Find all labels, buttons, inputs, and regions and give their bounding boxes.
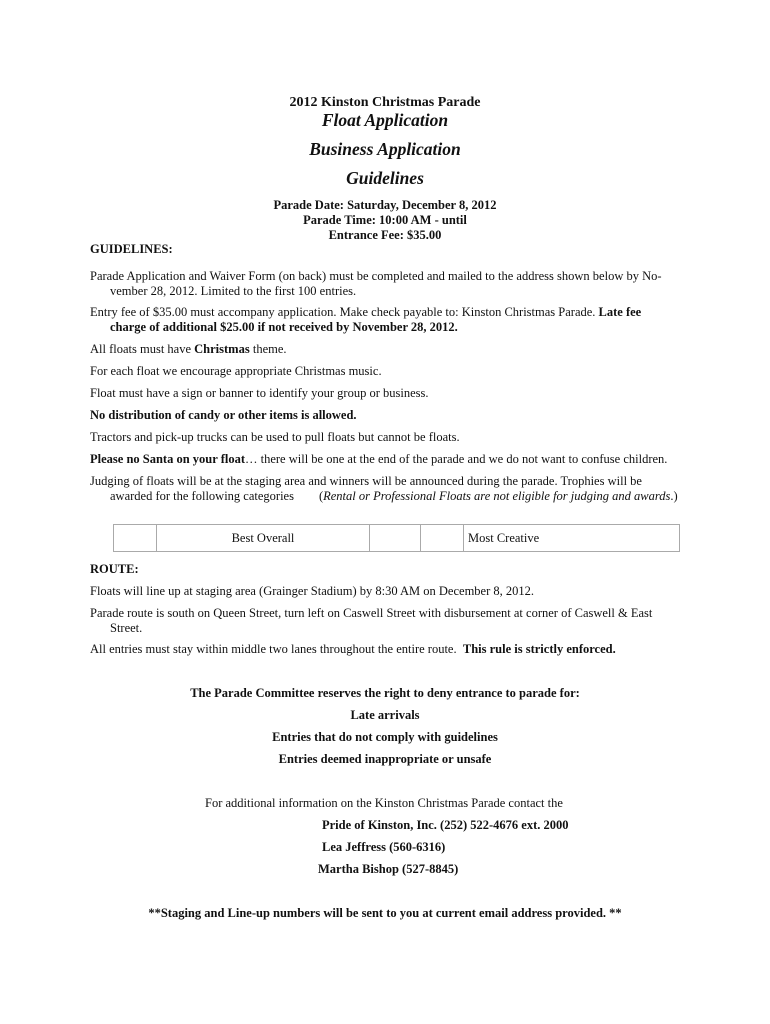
- no-santa-text: … there will be one at the end of the parade and we do not want to confuse children.: [245, 452, 668, 466]
- route-path: Parade route is south on Queen Street, turn left on Caswell Street with disbursement at corner of Caswell & East Street.: [90, 606, 653, 635]
- contact-lea-jeffress: Lea Jeffress (560-6316): [322, 840, 446, 854]
- route-strict-text: This rule is strictly enforced.: [462, 642, 616, 656]
- guideline-judging: [90, 474, 680, 504]
- entry-fee-text: Entry fee of $35.00 must accompany application. Make check payable to: Kinston Christmas Parade.: [90, 305, 599, 319]
- route-lanes-text: All entries must stay within middle two lanes throughout the entire route.: [90, 642, 463, 656]
- guideline-entry-fee: [90, 305, 680, 335]
- theme-text-a: All floats must have: [90, 342, 195, 356]
- route-heading: ROUTE:: [90, 562, 139, 576]
- no-santa-bold: Please no Santa on your float: [90, 452, 245, 466]
- category-best-overall: Best Overall: [157, 525, 370, 552]
- guideline-application-deadline: Parade Application and Waiver Form (on back) must be completed and mailed to the address shown below by No-vember 28, 2012. Limited to the first 100 entries.: [90, 269, 662, 298]
- guideline-tractors: Tractors and pick-up trucks can be used to pull floats but cannot be floats.: [90, 430, 460, 444]
- parade-date: Parade Date: Saturday, December 8, 2012: [273, 198, 497, 212]
- route-lanes: [90, 642, 680, 657]
- guideline-no-santa: [90, 452, 680, 467]
- deny-reason-unsafe: Entries deemed inappropriate or unsafe: [278, 752, 492, 766]
- deny-reason-noncompliant: Entries that do not comply with guidelines: [272, 730, 498, 744]
- guidelines-heading: GUIDELINES:: [90, 242, 173, 256]
- document-title: 2012 Kinston Christmas Parade: [289, 95, 481, 110]
- subtitle-business-application: Business Application: [309, 139, 461, 159]
- guideline-sign: Float must have a sign or banner to identify your group or business.: [90, 386, 429, 400]
- theme-text-c: theme.: [249, 342, 287, 356]
- theme-text-christmas: Christmas: [194, 342, 250, 356]
- judging-note-italic: Rental or Professional Floats are not eligible for judging and awards: [323, 489, 671, 503]
- route-staging: Floats will line up at staging area (Grainger Stadium) by 8:30 AM on December 8, 2012.: [90, 584, 535, 598]
- judging-text: Judging of floats will be at the staging area and winners will be announced during the parade. Trophies will be awarded for the following categories (: [90, 474, 646, 503]
- judging-note-end: .): [670, 489, 678, 503]
- committee-statement: The Parade Committee reserves the right to deny entrance to parade for:: [190, 686, 580, 700]
- guideline-music: For each float we encourage appropriate Christmas music.: [90, 364, 382, 378]
- award-categories-table: [113, 524, 680, 552]
- subtitle-float-application: Float Application: [321, 110, 449, 130]
- contact-intro: For additional information on the Kinston Christmas Parade contact the: [205, 796, 563, 810]
- category-most-creative: Most Creative: [464, 525, 680, 552]
- checkbox-cell-best-overall[interactable]: [114, 525, 157, 552]
- contact-martha-bishop: Martha Bishop (527-8845): [318, 862, 459, 876]
- deny-reason-late: Late arrivals: [350, 708, 420, 722]
- entrance-fee: Entrance Fee: $35.00: [328, 228, 442, 242]
- table-row: [114, 525, 680, 552]
- staging-note: **Staging and Line-up numbers will be sent to you at current email address provided. **: [148, 906, 622, 920]
- checkbox-cell-most-creative[interactable]: [421, 525, 464, 552]
- subtitle-guidelines: Guidelines: [346, 168, 424, 188]
- guideline-theme: [90, 342, 680, 357]
- contact-organization: Pride of Kinston, Inc. (252) 522-4676 ext. 2000: [322, 818, 569, 832]
- guideline-no-candy: No distribution of candy or other items is allowed.: [90, 408, 357, 422]
- late-fee-text: Late fee charge of additional $25.00 if not received by November 28, 2012.: [110, 305, 642, 334]
- parade-time: Parade Time: 10:00 AM - until: [303, 213, 467, 227]
- table-spacer-cell: [370, 525, 421, 552]
